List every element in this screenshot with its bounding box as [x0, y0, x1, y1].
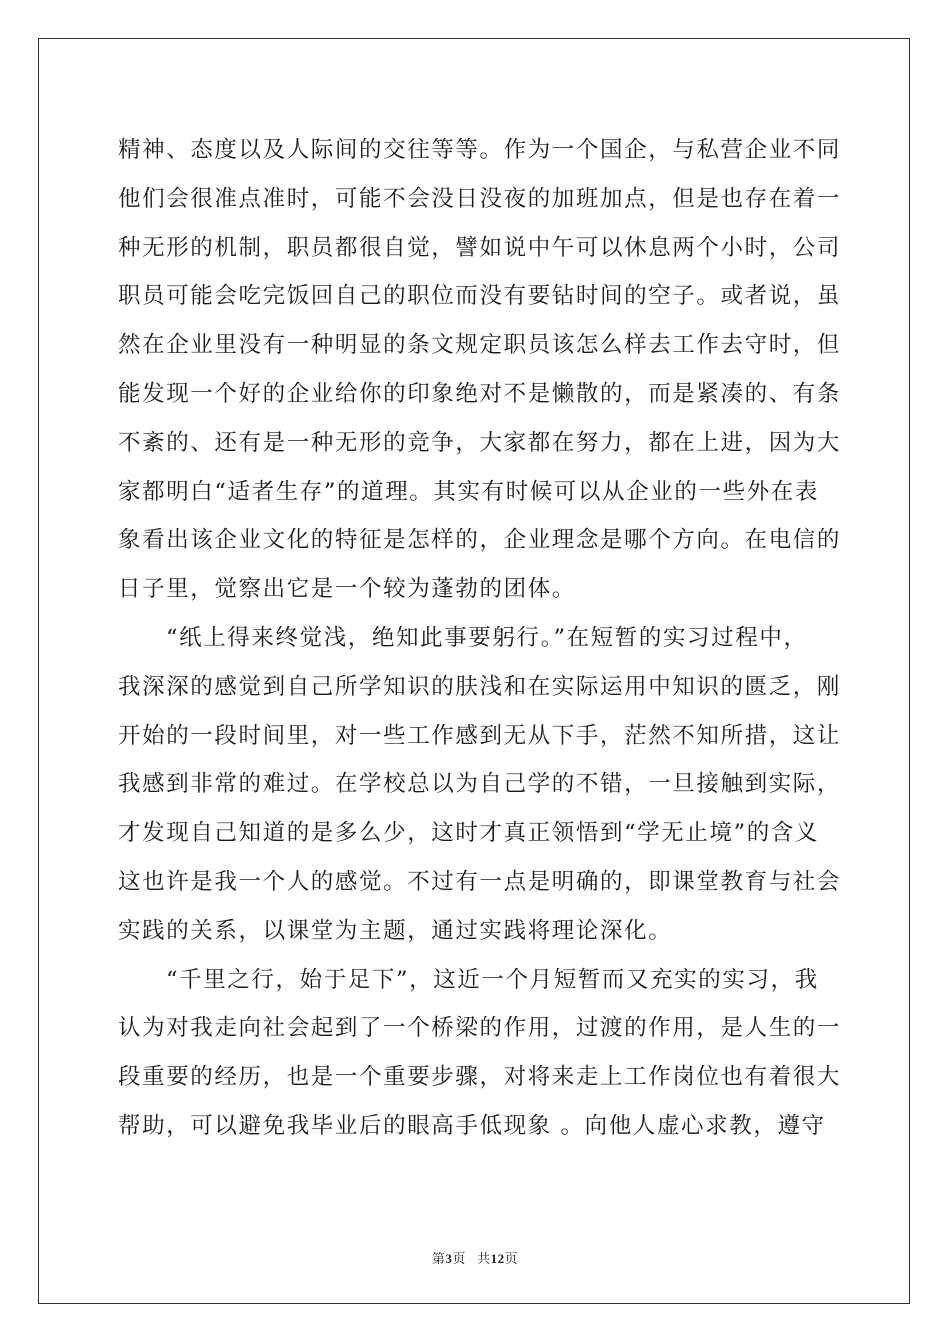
text-line: 段重要的经历，也是一个重要步骤，对将来走上工作岗位也有着很大 — [118, 1064, 842, 1091]
text-line: 我感到非常的难过。在学校总以为自己学的不错，一旦接触到实际， — [118, 771, 842, 798]
text-line: 象看出该企业文化的特征是怎样的，企业理念是哪个方向。在电信的 — [118, 527, 842, 554]
document-body — [118, 126, 842, 1151]
text-line: 帮助，可以避免我毕业后的眼高手低现象 。向他人虚心求教，遵守 — [118, 1112, 826, 1139]
text-line: 才发现自己知道的是多么少，这时才真正领悟到“学无止境”的含义 — [118, 820, 820, 847]
text-line: 家都明白“适者生存”的道理。其实有时候可以从企业的一些外在表 — [118, 478, 820, 505]
text-line: 然在企业里没有一种明显的条文规定职员该怎么样去工作去守时，但 — [118, 332, 842, 359]
text-line: 实践的关系，以课堂为主题，通过实践将理论深化。 — [118, 917, 673, 944]
total-pages-number: 12 — [490, 1251, 505, 1266]
text-line: 日子里，觉察出它是一个较为蓬勃的团体。 — [118, 576, 576, 603]
text-line: 种无形的机制，职员都很自觉，譬如说中午可以休息两个小时，公司 — [118, 234, 842, 261]
paragraph-first-line: “纸上得来终觉浅，绝知此事要躬行。”在短暂的实习过程中， — [166, 624, 808, 651]
text-line: 我深深的感觉到自己所学知识的肤浅和在实际运用中知识的匮乏，刚 — [118, 673, 842, 700]
current-page-number: 3 — [445, 1251, 453, 1266]
footer-total-suffix: 页 — [504, 1251, 519, 1266]
text-line: 这也许是我一个人的感觉。不过有一点是明确的，即课堂教育与社会 — [118, 868, 842, 895]
text-line: 认为对我走向社会起到了一个桥梁的作用，过渡的作用，是人生的一 — [118, 1015, 842, 1042]
text-line: 开始的一段时间里，对一些工作感到无从下手，茫然不知所措，这让 — [118, 722, 842, 749]
paragraph-first-line: “千里之行，始于足下”，这近一个月短暂而又充实的实习，我 — [166, 966, 819, 993]
footer-prefix: 第 — [431, 1251, 446, 1266]
text-line: 精神、态度以及人际间的交往等等。作为一个国企，与私营企业不同 — [118, 137, 842, 163]
page-footer — [0, 1248, 950, 1267]
text-line: 不紊的、还有是一种无形的竞争，大家都在努力，都在上进，因为大 — [118, 429, 842, 456]
footer-page-word: 页 — [452, 1251, 466, 1266]
text-line: 他们会很准点准时，可能不会没日没夜的加班加点，但是也存在着一 — [118, 185, 842, 212]
text-line: 能发现一个好的企业给你的印象绝对不是懒散的，而是紧凑的、有条 — [118, 380, 842, 407]
footer-total-prefix: 共 — [477, 1251, 491, 1266]
text-line: 职员可能会吃完饭回自己的职位而没有要钻时间的空子。或者说，虽 — [118, 283, 842, 310]
